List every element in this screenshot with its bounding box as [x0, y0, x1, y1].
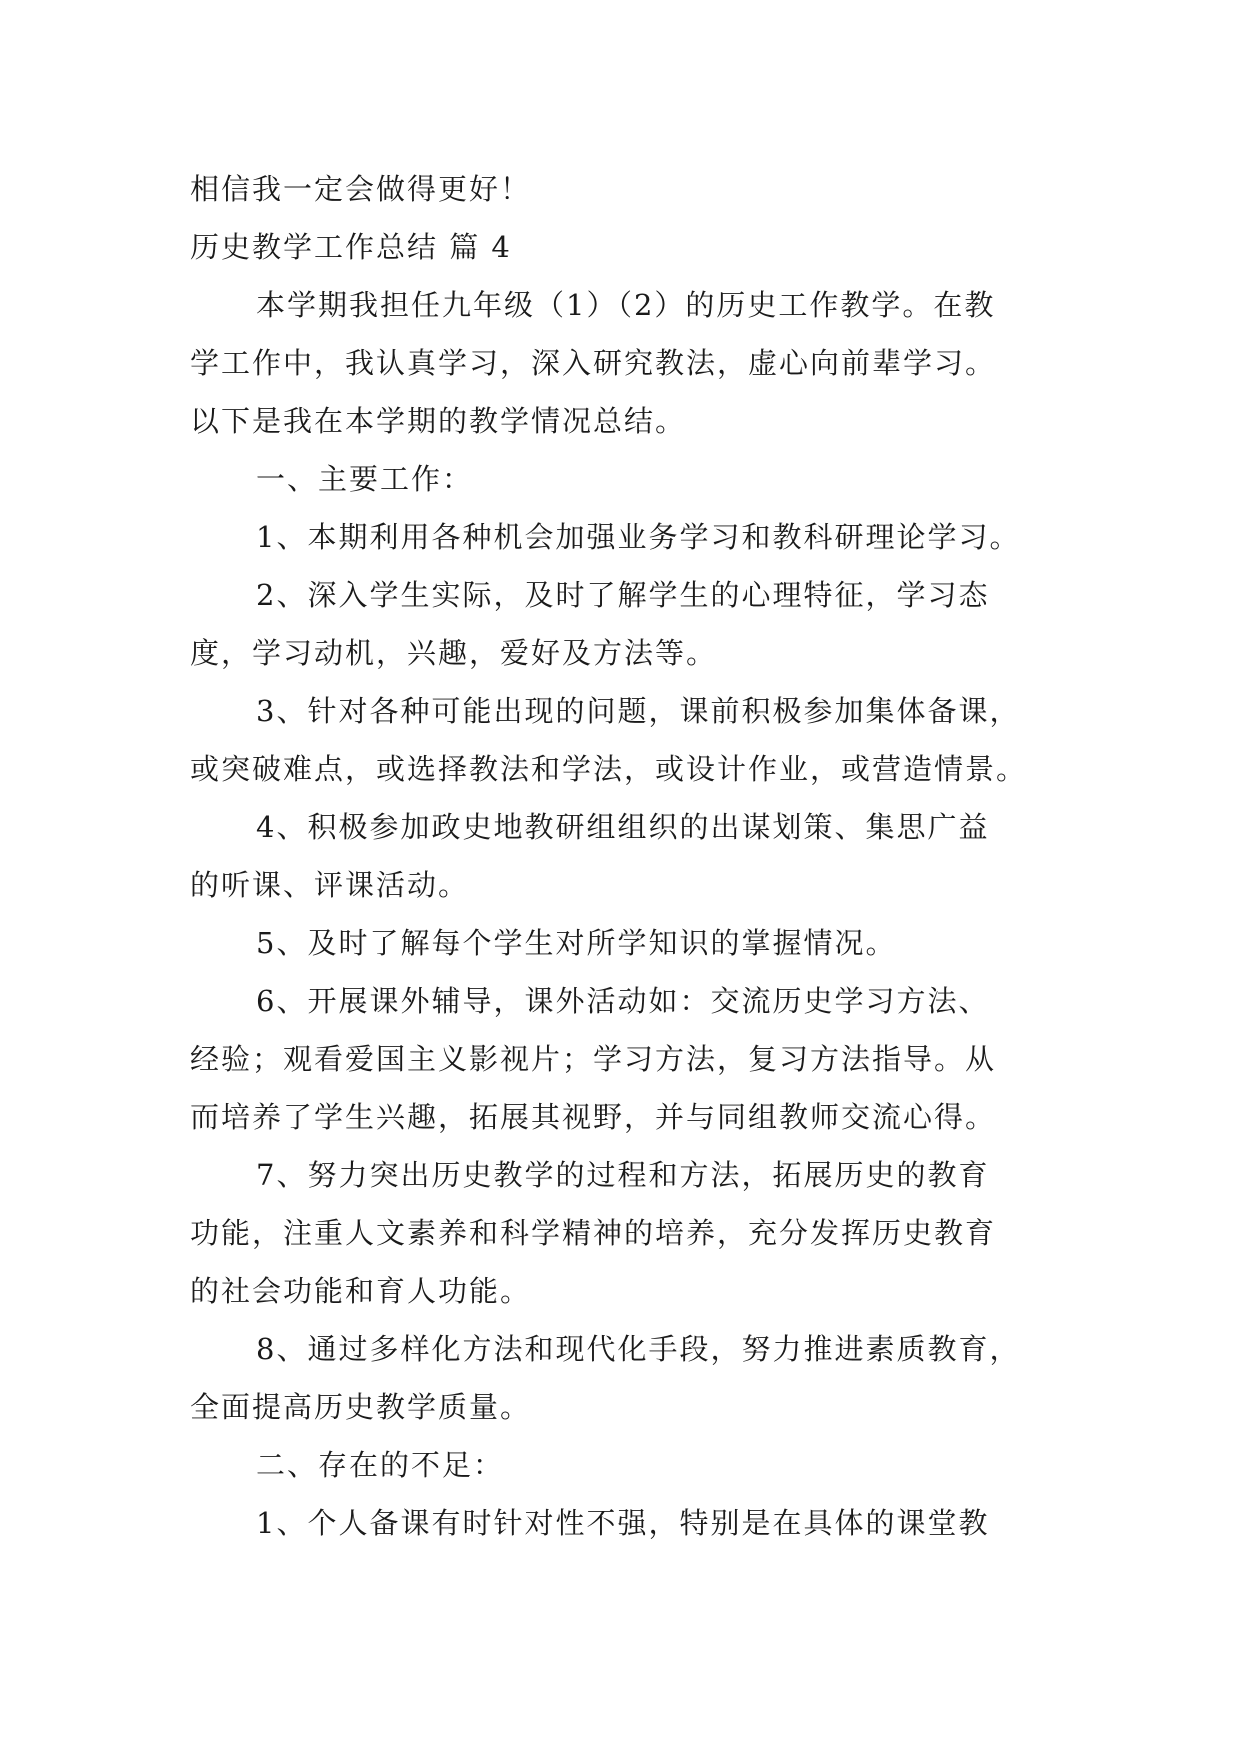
text-line: 学工作中，我认真学习，深入研究教法，虚心向前辈学习。 [190, 346, 997, 380]
text-line: 相信我一定会做得更好！ [190, 172, 532, 206]
text-line: 全面提高历史教学质量。 [190, 1390, 532, 1424]
text-line: 5、及时了解每个学生对所学知识的掌握情况。 [256, 926, 897, 960]
text-line: 本学期我担任九年级（1）（2）的历史工作教学。在教 [256, 288, 996, 322]
text-line: 或突破难点，或选择教法和学法，或设计作业，或营造情景。 [190, 752, 1028, 786]
document-body [190, 160, 1070, 1552]
text-line: 经验；观看爱国主义影视片；学习方法，复习方法指导。从 [190, 1042, 997, 1076]
text-line: 的听课、评课活动。 [190, 868, 470, 902]
text-line: 以下是我在本学期的教学情况总结。 [190, 404, 687, 438]
text-line: 而培养了学生兴趣，拓展其视野，并与同组教师交流心得。 [190, 1100, 997, 1134]
text-line: 8、通过多样化方法和现代化手段，努力推进素质教育， [256, 1332, 1021, 1366]
text-line: 1、本期利用各种机会加强业务学习和教科研理论学习。 [256, 520, 1021, 554]
text-line: 4、积极参加政史地教研组组织的出谋划策、集思广益 [256, 810, 990, 844]
text-line: 3、针对各种可能出现的问题，课前积极参加集体备课， [256, 694, 1021, 728]
text-line: 1、个人备课有时针对性不强，特别是在具体的课堂教 [256, 1506, 990, 1540]
text-line: 度，学习动机，兴趣，爱好及方法等。 [190, 636, 718, 670]
text-line: 2、深入学生实际，及时了解学生的心理特征，学习态 [256, 578, 990, 612]
text-line: 的社会功能和育人功能。 [190, 1274, 532, 1308]
text-line: 6、开展课外辅导，课外活动如：交流历史学习方法、 [256, 984, 990, 1018]
text-line: 功能，注重人文素养和科学精神的培养，充分发挥历史教育 [190, 1216, 997, 1250]
text-line: 7、努力突出历史教学的过程和方法，拓展历史的教育 [256, 1158, 990, 1192]
subheading: 二、存在的不足： [256, 1448, 505, 1482]
section-title: 历史教学工作总结 篇 4 [190, 230, 512, 264]
subheading: 一、主要工作： [256, 462, 474, 496]
